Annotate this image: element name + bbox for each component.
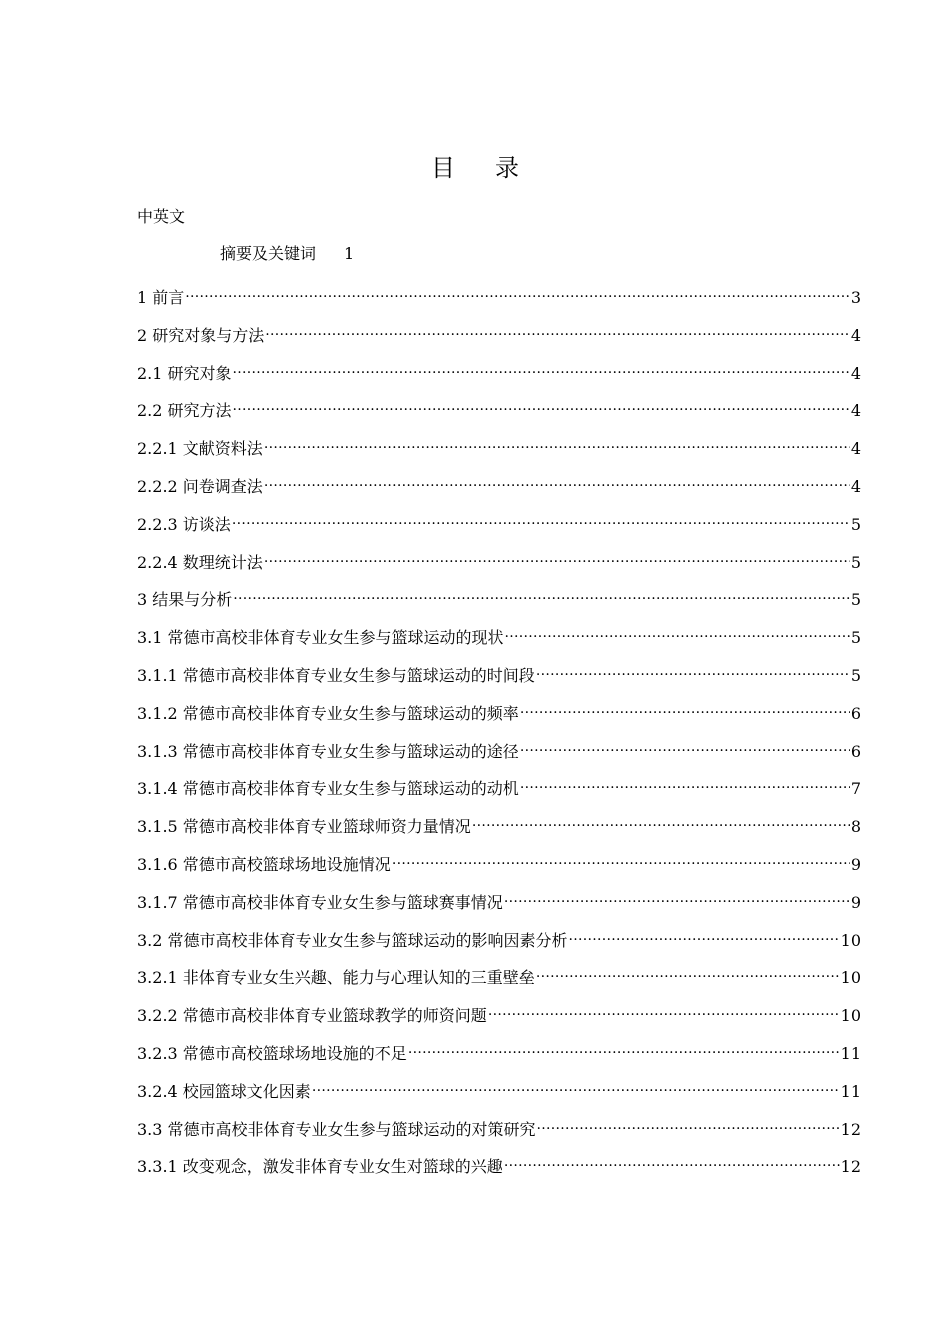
toc-abstract-entry[interactable] — [220, 243, 354, 265]
toc-dot-leader — [520, 735, 850, 757]
toc-entry-label: 2.2 研究方法 — [137, 401, 232, 421]
toc-entry-page: 12 — [840, 1157, 861, 1177]
toc-entry-label: 3.1.6 常德市高校篮球场地设施情况 — [137, 854, 391, 874]
toc-entry-label: 3.1.3 常德市高校非体育专业女生参与篮球运动的途径 — [137, 741, 519, 761]
toc-entry-label: 3.3 常德市高校非体育专业女生参与篮球运动的对策研究 — [137, 1119, 536, 1139]
toc-entry[interactable] — [137, 961, 861, 999]
toc-entry[interactable] — [137, 999, 861, 1037]
toc-entry[interactable] — [137, 659, 861, 697]
toc-entry[interactable] — [137, 1037, 861, 1075]
toc-entry-label: 3 结果与分析 — [137, 590, 233, 610]
toc-entry-page: 12 — [840, 1119, 861, 1139]
toc-entry[interactable] — [137, 621, 861, 659]
toc-intro-label: 中英文 — [137, 207, 186, 226]
toc-dot-leader — [488, 999, 840, 1021]
toc-dot-leader — [520, 772, 850, 794]
toc-entry[interactable] — [137, 1150, 861, 1188]
toc-dot-leader — [392, 848, 850, 870]
toc-entry[interactable] — [137, 886, 861, 924]
toc-dot-leader — [536, 961, 840, 983]
toc-entry-page: 10 — [840, 930, 861, 950]
toc-dot-leader — [569, 924, 840, 946]
toc-dot-leader — [264, 432, 850, 454]
toc-entry-label: 2.2.1 文献资料法 — [137, 439, 263, 459]
toc-entry-page: 8 — [850, 817, 861, 837]
toc-dot-leader — [185, 281, 850, 303]
toc-entry-label: 3.3.1 改变观念，激发非体育专业女生对篮球的兴趣 — [137, 1157, 503, 1177]
toc-title-char-1: 目 — [431, 154, 455, 182]
toc-dot-leader — [232, 508, 850, 530]
toc-entry[interactable] — [137, 394, 861, 432]
toc-entry[interactable] — [137, 508, 861, 546]
toc-entry[interactable] — [137, 432, 861, 470]
toc-dot-leader — [504, 1150, 840, 1172]
toc-entry-label: 3.1.2 常德市高校非体育专业女生参与篮球运动的频率 — [137, 703, 519, 723]
toc-entry-label: 3.2 常德市高校非体育专业女生参与篮球运动的影响因素分析 — [137, 930, 568, 950]
toc-dot-leader — [408, 1037, 840, 1059]
toc-entry-label: 2.2.3 访谈法 — [137, 514, 231, 534]
toc-dot-leader — [264, 470, 850, 492]
toc-dot-leader — [520, 697, 850, 719]
toc-entry[interactable] — [137, 546, 861, 584]
toc-entry-label: 3.1.7 常德市高校非体育专业女生参与篮球赛事情况 — [137, 892, 503, 912]
toc-dot-leader — [537, 1113, 840, 1135]
toc-list — [137, 281, 861, 1188]
toc-entry-label: 2 研究对象与方法 — [137, 325, 265, 345]
toc-entry-page: 4 — [850, 363, 861, 383]
toc-entry-page: 6 — [850, 703, 861, 723]
toc-dot-leader — [233, 583, 850, 605]
toc-entry-label: 3.2.2 常德市高校非体育专业篮球教学的师资问题 — [137, 1006, 487, 1026]
toc-entry-label: 2.2.2 问卷调查法 — [137, 476, 263, 496]
toc-entry-label: 1 前言 — [137, 288, 185, 307]
toc-entry-label: 3.2.1 非体育专业女生兴趣、能力与心理认知的三重壁垒 — [137, 968, 535, 988]
toc-entry-label: 3.1 常德市高校非体育专业女生参与篮球运动的现状 — [137, 628, 504, 648]
toc-entry-label: 2.2.4 数理统计法 — [137, 552, 263, 572]
toc-dot-leader — [233, 394, 850, 416]
toc-entry-label: 3.1.1 常德市高校非体育专业女生参与篮球运动的时间段 — [137, 665, 535, 685]
toc-entry[interactable] — [137, 357, 861, 395]
toc-entry-page: 11 — [840, 1043, 861, 1063]
toc-entry-page: 5 — [850, 514, 861, 534]
toc-dot-leader — [264, 546, 850, 568]
toc-entry-page: 4 — [850, 439, 861, 459]
toc-dot-leader — [504, 886, 850, 908]
toc-entry[interactable] — [137, 583, 861, 621]
toc-entry-page: 5 — [850, 590, 861, 610]
toc-entry-page: 4 — [850, 476, 861, 496]
toc-entry-page: 9 — [850, 892, 861, 912]
toc-entry-label: 3.1.4 常德市高校非体育专业女生参与篮球运动的动机 — [137, 779, 519, 799]
toc-entry[interactable] — [137, 319, 861, 357]
toc-entry[interactable] — [137, 281, 861, 319]
toc-entry-page: 5 — [850, 665, 861, 685]
toc-entry-label: 3.2.3 常德市高校篮球场地设施的不足 — [137, 1043, 407, 1063]
toc-entry-label: 3.2.4 校园篮球文化因素 — [137, 1081, 311, 1101]
toc-entry-label: 2.1 研究对象 — [137, 363, 232, 383]
toc-abstract-page: 1 — [344, 244, 355, 263]
toc-entry[interactable] — [137, 735, 861, 773]
toc-title-char-2: 录 — [495, 154, 519, 182]
toc-dot-leader — [265, 319, 850, 341]
toc-entry-page: 7 — [850, 779, 861, 799]
toc-entry-page: 9 — [850, 854, 861, 874]
toc-entry[interactable] — [137, 1113, 861, 1151]
toc-dot-leader — [536, 659, 850, 681]
toc-entry-page: 6 — [850, 741, 861, 761]
toc-dot-leader — [505, 621, 850, 643]
toc-dot-leader — [472, 810, 850, 832]
toc-entry-label: 3.1.5 常德市高校非体育专业篮球师资力量情况 — [137, 817, 471, 837]
toc-entry[interactable] — [137, 924, 861, 962]
toc-entry-page: 11 — [840, 1081, 861, 1101]
toc-entry-page: 5 — [850, 628, 861, 648]
toc-entry[interactable] — [137, 1075, 861, 1113]
toc-entry[interactable] — [137, 848, 861, 886]
toc-entry-page: 10 — [840, 968, 861, 988]
toc-entry[interactable] — [137, 810, 861, 848]
toc-entry-page: 10 — [840, 1006, 861, 1026]
toc-dot-leader — [312, 1075, 840, 1097]
toc-abstract-label: 摘要及关键词 — [220, 244, 317, 263]
toc-entry[interactable] — [137, 772, 861, 810]
toc-entry-page: 5 — [850, 552, 861, 572]
toc-entry[interactable] — [137, 697, 861, 735]
toc-entry-page: 3 — [850, 288, 861, 307]
toc-dot-leader — [233, 357, 850, 379]
toc-title — [0, 148, 950, 183]
toc-entry-page: 4 — [850, 325, 861, 345]
toc-entry[interactable] — [137, 470, 861, 508]
toc-entry-page: 4 — [850, 401, 861, 421]
